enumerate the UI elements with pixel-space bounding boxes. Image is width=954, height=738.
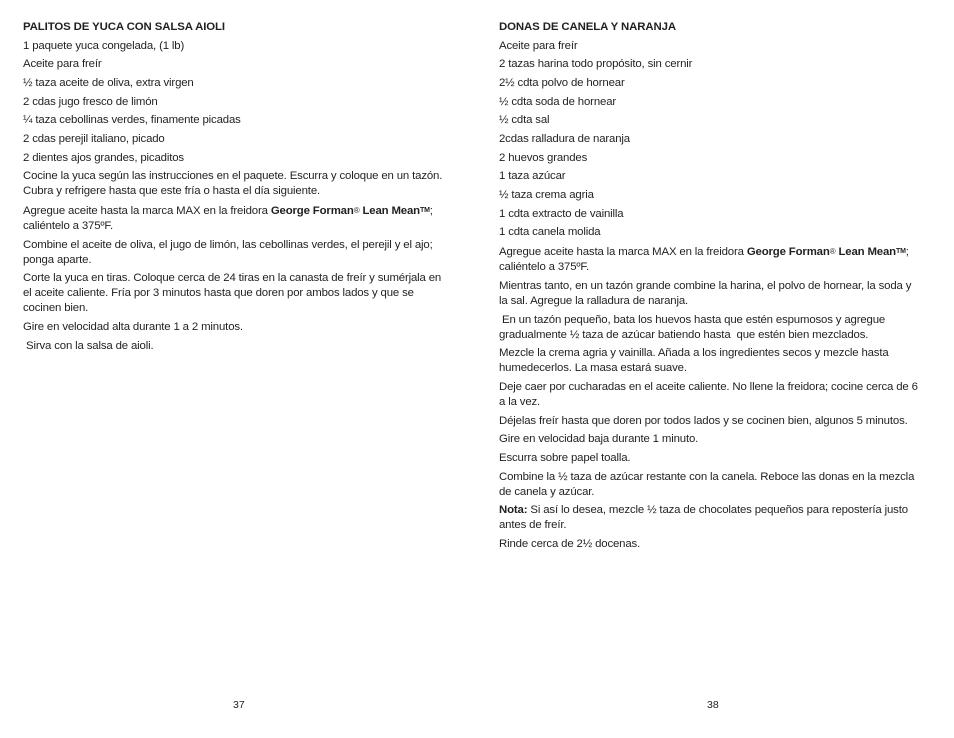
instruction-step: Escurra sobre papel toalla. [499, 451, 631, 464]
ingredient-item: 2 huevos grandes [499, 151, 588, 164]
instruction-step: Combine el aceite de oliva, el jugo de limón, las cebollinas verdes, el perejil y el ajo; ponga aparte. [23, 238, 433, 266]
trademark-mark: TM [419, 207, 430, 215]
ingredient-item: 2½ cdta polvo de hornear [499, 76, 625, 89]
brand-name: George Forman [270, 205, 354, 218]
note-label: Nota: [499, 504, 528, 517]
instruction-step: Déjelas freír hasta que doren por todos lados y se cocinen bien, algunos 5 minutos. [499, 414, 908, 427]
instruction-step: Corte la yuca en tiras. Coloque cerca de 24 tiras en la canasta de freír y sumérjala en el aceite caliente. Fría por 3 minutos hasta que doren por ambos lados y que se cocinen bien. [23, 272, 442, 315]
step-text: ; caliéntelo a 375ºF. [499, 246, 909, 274]
instruction-step: Cocine la yuca según las instrucciones en el paquete. Escurra y coloque en un tazón. Cubra y refrigere hasta que este fría o hasta el día siguiente. [23, 170, 443, 198]
page-number: 38 [707, 699, 719, 711]
ingredient-item: 2 cdas jugo fresco de limón [23, 95, 158, 108]
ingredient-item: 1 taza azúcar [499, 170, 566, 183]
ingredient-item: ½ cdta sal [499, 114, 550, 127]
brand-name-suffix: Lean Mean [835, 246, 896, 259]
registered-mark: ® [829, 247, 836, 257]
brand-name-suffix: Lean Mean [359, 205, 420, 218]
recipe-title: DONAS DE CANELA Y NARANJA [499, 21, 677, 33]
ingredient-item: ¼ taza cebollinas verdes, finamente picadas [23, 114, 241, 127]
recipe-title: PALITOS DE YUCA CON SALSA AIOLI [23, 21, 225, 33]
page-left [23, 0, 445, 738]
ingredient-item: 2 tazas harina todo propósito, sin cernir [499, 58, 693, 71]
brand-name: George Forman [746, 246, 830, 259]
page-number: 37 [233, 699, 245, 711]
trademark-mark: TM [895, 248, 906, 256]
ingredient-item: 2 dientes ajos grandes, picaditos [23, 151, 184, 164]
recipe-donas [499, 20, 921, 556]
ingredient-item: 1 cdta canela molida [499, 226, 601, 239]
instruction-step: Sirva con la salsa de aioli. [23, 339, 154, 352]
instruction-step: Deje caer por cucharadas en el aceite caliente. No llene la freidora; cocine cerca de 6 a la vez. [499, 380, 918, 408]
ingredient-item: 1 cdta extracto de vainilla [499, 207, 624, 220]
step-text: Agregue aceite hasta la marca MAX en la freidora [499, 246, 747, 259]
instruction-step-preheat [499, 244, 921, 275]
ingredient-item: 2 cdas perejil italiano, picado [23, 133, 165, 146]
page-right [499, 0, 921, 738]
ingredient-item: 2cdas ralladura de naranja [499, 133, 630, 146]
ingredient-item: ½ taza crema agria [499, 189, 594, 202]
recipe-yield: Rinde cerca de 2½ docenas. [499, 538, 641, 551]
ingredient-item: Aceite para freír [23, 58, 102, 71]
note-text: Si así lo desea, mezcle ½ taza de chocolates pequeños para repostería justo antes de freír. [499, 504, 908, 532]
ingredient-item: ½ cdta soda de hornear [499, 95, 617, 108]
instruction-step: Mientras tanto, en un tazón grande combine la harina, el polvo de hornear, la soda y la sal. Agregue la ralladura de naranja. [499, 279, 912, 307]
instruction-step: En un tazón pequeño, bata los huevos hasta que estén espumosos y agregue gradualmente ½ taza de azúcar batiendo hasta que estén bien mezclados. [499, 313, 889, 341]
step-text: ; caliéntelo a 375ºF. [23, 205, 433, 233]
ingredient-item: ½ taza aceite de oliva, extra virgen [23, 76, 194, 89]
instruction-step: Combine la ½ taza de azúcar restante con la canela. Reboce las donas en la mezcla de canela y azúcar. [499, 470, 915, 498]
instruction-step: Mezcle la crema agria y vainilla. Añada a los ingredientes secos y mezcle hasta humedecerlos. La masa estará suave. [499, 347, 889, 375]
recipe-note [499, 503, 921, 533]
ingredient-item: 1 paquete yuca congelada, (1 lb) [23, 39, 185, 52]
recipe-yuca [23, 20, 445, 358]
ingredient-item: Aceite para freír [499, 39, 578, 52]
step-text: Agregue aceite hasta la marca MAX en la freidora [23, 205, 271, 218]
instruction-step-preheat [23, 203, 445, 234]
instruction-step: Gire en velocidad alta durante 1 a 2 minutos. [23, 321, 243, 334]
registered-mark: ® [353, 206, 360, 216]
instruction-step: Gire en velocidad baja durante 1 minuto. [499, 433, 699, 446]
